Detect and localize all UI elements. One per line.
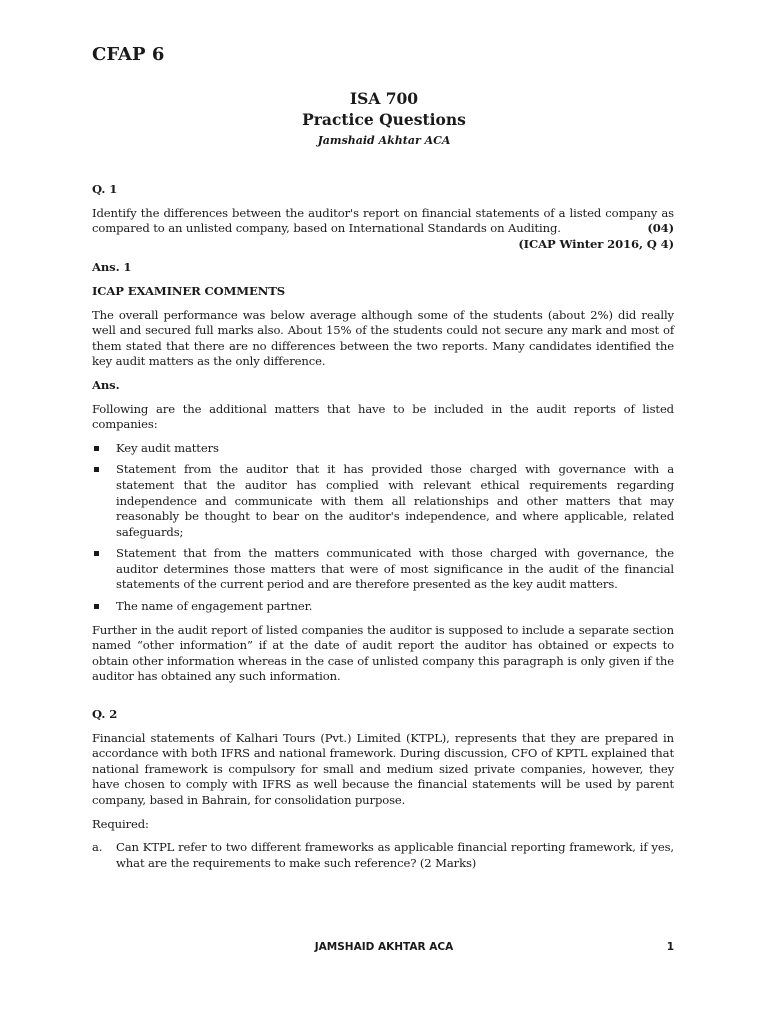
q1-heading: Q. 1 <box>92 182 118 196</box>
q1-question <box>92 206 674 237</box>
q2-heading: Q. 2 <box>92 707 118 722</box>
q1-marks: (04) <box>647 221 674 236</box>
q2-item-text: Can KTPL refer to two different frameworks as applicable financial reporting framework, if yes, what are the requirements to make such reference? (2 Marks) <box>116 840 674 870</box>
q2-scenario: Financial statements of Kalhari Tours (Pvt.) Limited (KTPL), represents that they are prepared in accordance with both IFRS and national framework. During discussion, CFO of KPTL explained that national framework is compulsory for small and medium sized private companies, however, they have chosen to comply with IFRS as well because the financial statements will be used by parent company, based in Bahrain, for consolidation purpose. <box>92 730 674 807</box>
bullet-square-icon <box>94 551 99 556</box>
q2-item-label: a. <box>92 840 103 855</box>
bullet-square-icon <box>94 604 99 609</box>
list-item: Statement that from the matters communicated with those charged with governance, the auditor determines those matters that were of most significance in the audit of the financial statements of the current period and are therefore presented as the key audit matters. <box>92 546 674 593</box>
answer-intro: Following are the additional matters that have to be included in the audit reports of listed companies: <box>92 401 674 432</box>
q2-required: Required: <box>92 816 149 831</box>
title-block <box>0 88 768 152</box>
answer-label: Ans. <box>92 377 120 392</box>
list-item: Key audit matters <box>92 441 674 457</box>
q1-source: (ICAP Winter 2016, Q 4) <box>518 236 674 251</box>
page-number: 1 <box>666 941 674 953</box>
q2-item-a <box>92 840 674 871</box>
bullet-square-icon <box>94 467 99 472</box>
course-code: CFAP 6 <box>92 44 165 65</box>
q1-answer-heading: Ans. 1 <box>92 260 132 275</box>
answer-closing: Further in the audit report of listed companies the auditor is supposed to include a separate section named “other information” if at the date of audit report the auditor has obtained or expects to obtain other information whereas in the case of unlisted company this paragraph is only given if the auditor has obtained any such information. <box>92 622 674 684</box>
bullet-square-icon <box>94 446 99 451</box>
author-name: Jamshaid Akhtar ACA <box>317 134 451 147</box>
examiner-comments: The overall performance was below average although some of the students (about 2%) did really well and secured full marks also. About 15% of the students could not secure any mark and most of them stated that there are no differences between the two reports. Many candidates identified the key audit matters as the only difference. <box>92 307 674 369</box>
document-title: ISA 700 <box>349 89 419 108</box>
examiner-comments-heading: ICAP EXAMINER COMMENTS <box>92 283 285 298</box>
answer-bullet-list <box>92 441 674 615</box>
document-body <box>92 182 674 871</box>
footer-author: JAMSHAID AKHTAR ACA <box>314 941 454 953</box>
document-subtitle: Practice Questions <box>302 110 466 129</box>
list-item: Statement from the auditor that it has provided those charged with governance with a statement that the auditor has complied with relevant ethical requirements regarding independence and communicate with them all relationships and other matters that may reasonably be thought to bear on the auditor's independence, and where applicable, related safeguards; <box>92 462 674 540</box>
q1-question-text: Identify the differences between the auditor's report on financial statements of a listed company as compared to an unlisted company, based on International Standards on Auditing. <box>92 205 674 236</box>
list-item: The name of engagement partner. <box>92 599 674 615</box>
